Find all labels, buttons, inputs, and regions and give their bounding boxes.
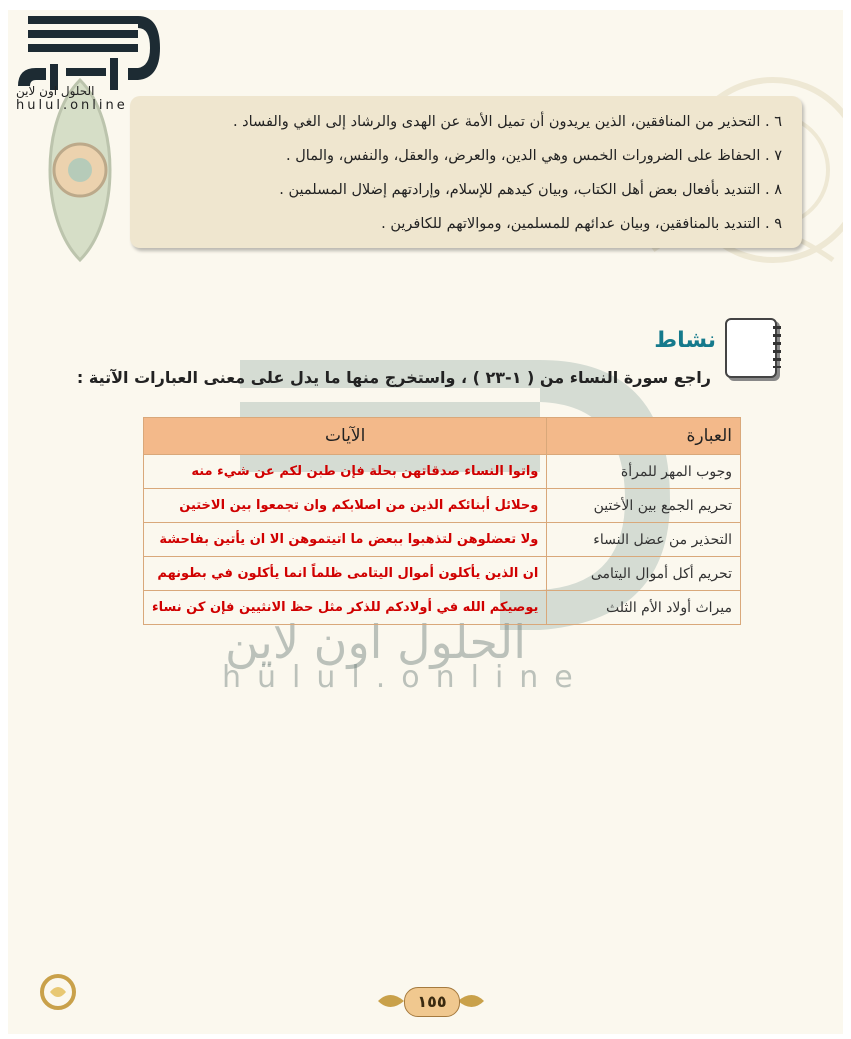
activity-title: نشاط [654, 328, 716, 353]
row-ibara: وجوب المهر للمرأة [547, 455, 741, 489]
ayat-table [143, 417, 741, 625]
table-row [144, 523, 741, 557]
row-ibara: تحريم أكل أموال اليتامى [547, 557, 741, 591]
table-row [144, 455, 741, 489]
header-ayat: الآيات [144, 418, 547, 455]
row-ayat: وحلائل أبنائكم الذين من اصلابكم وان تجمعوا بين الاختين [144, 489, 547, 523]
row-ayat: واتوا النساء صدقاتهن بحلة فإن طبن لكم عن شيء منه [144, 455, 547, 489]
table-row [144, 591, 741, 625]
table-header-row [144, 418, 741, 455]
objective-8: ٨ . التنديد بأفعال بعض أهل الكتاب، وبيان كيدهم للإسلام، وإرادتهم إضلال المسلمين . [279, 182, 782, 198]
objective-7: ٧ . الحفاظ على الضرورات الخمس وهي الدين، والعرض، والعقل، والنفس، والمال . [286, 148, 782, 164]
row-ayat: ولا تعضلوهن لتذهبوا ببعض ما اتيتموهن الا ان يأتين بفاحشة [144, 523, 547, 557]
header-ibara: العبارة [547, 418, 741, 455]
row-ibara: التحذير من عضل النساء [547, 523, 741, 557]
logo-arabic-text: الحلول اون لاين [16, 84, 95, 98]
row-ayat: يوصيكم الله في أولادكم للذكر مثل حظ الانثيين فإن كن نساء [144, 591, 547, 625]
notebook-icon [725, 318, 777, 378]
activity-instruction: راجع سورة النساء من ( ١-٢٣ ) ، واستخرج منها ما يدل على معنى العبارات الآتية : [76, 368, 711, 387]
corner-swirl-icon [38, 972, 78, 1012]
page-number-ornament [376, 985, 486, 1017]
table-row [144, 557, 741, 591]
watermark-arabic: الحلول اون لاين [225, 615, 526, 669]
logo-latin-text: hulul.online [16, 98, 128, 113]
table-row [144, 489, 741, 523]
row-ibara: تحريم الجمع بين الأختين [547, 489, 741, 523]
objective-9: ٩ . التنديد بالمنافقين، وبيان عدائهم للمسلمين، وموالاتهم للكافرين . [381, 216, 782, 232]
watermark-latin: hülul.online [222, 660, 589, 695]
row-ibara: ميراث أولاد الأم الثلث [547, 591, 741, 625]
objective-6: ٦ . التحذير من المنافقين، الذين يريدون أن تميل الأمة عن الهدى والرشاد إلى الغي والفساد . [232, 114, 782, 130]
objectives-box [130, 96, 802, 248]
row-ayat: ان الذين يأكلون أموال اليتامى ظلماً انما يأكلون في بطونهم [144, 557, 547, 591]
page-number: ١٥٥ [404, 987, 460, 1017]
